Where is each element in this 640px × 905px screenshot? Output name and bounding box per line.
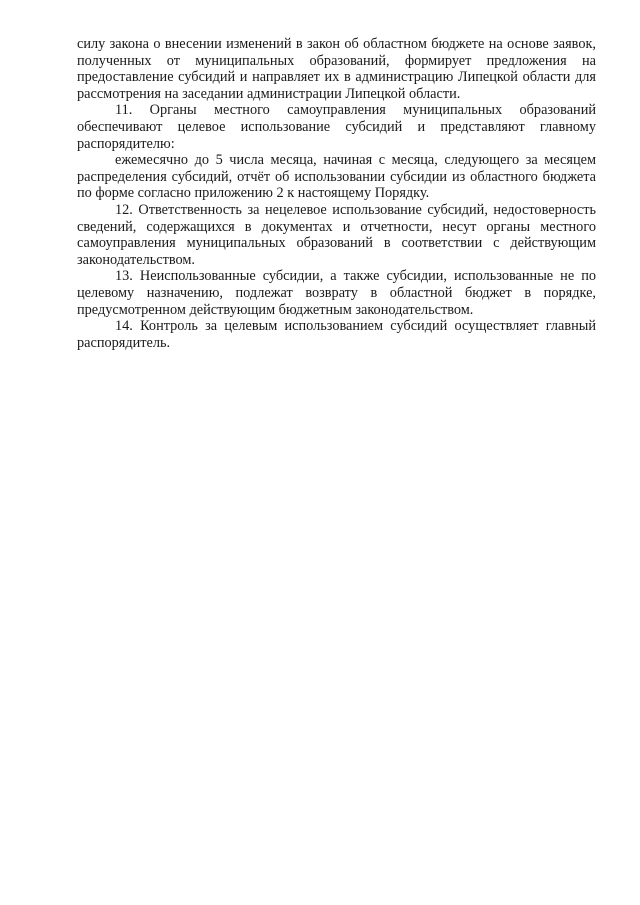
paragraph-clause-11-report: ежемесячно до 5 числа месяца, начиная с месяца, следующего за месяцем распределения субсидий, отчёт об использовании субсидии из областного бюджета по форме согласно приложению 2 к настоящему Порядку. bbox=[77, 152, 596, 202]
paragraph-continuation: силу закона о внесении изменений в закон об областном бюджете на основе заявок, полученных от муниципальных образований, формирует предложения на предоставление субсидий и направляет их в администрацию Липецкой области для рассмотрения на заседании администрации Липецкой области. bbox=[77, 36, 596, 102]
document-page bbox=[77, 36, 596, 351]
paragraph-clause-11: 11. Органы местного самоуправления муниципальных образований обеспечивают целевое использование субсидий и представляют главному распорядителю: bbox=[77, 102, 596, 152]
paragraph-clause-13: 13. Неиспользованные субсидии, а также субсидии, использованные не по целевому назначению, подлежат возврату в областной бюджет в порядке, предусмотренном действующим бюджетным законодательством. bbox=[77, 268, 596, 318]
paragraph-clause-14: 14. Контроль за целевым использованием субсидий осуществляет главный распорядитель. bbox=[77, 318, 596, 351]
paragraph-clause-12: 12. Ответственность за нецелевое использование субсидий, недостоверность сведений, содержащихся в документах и отчетности, несут органы местного самоуправления муниципальных образований в соответствии с действующим законодательством. bbox=[77, 201, 596, 268]
